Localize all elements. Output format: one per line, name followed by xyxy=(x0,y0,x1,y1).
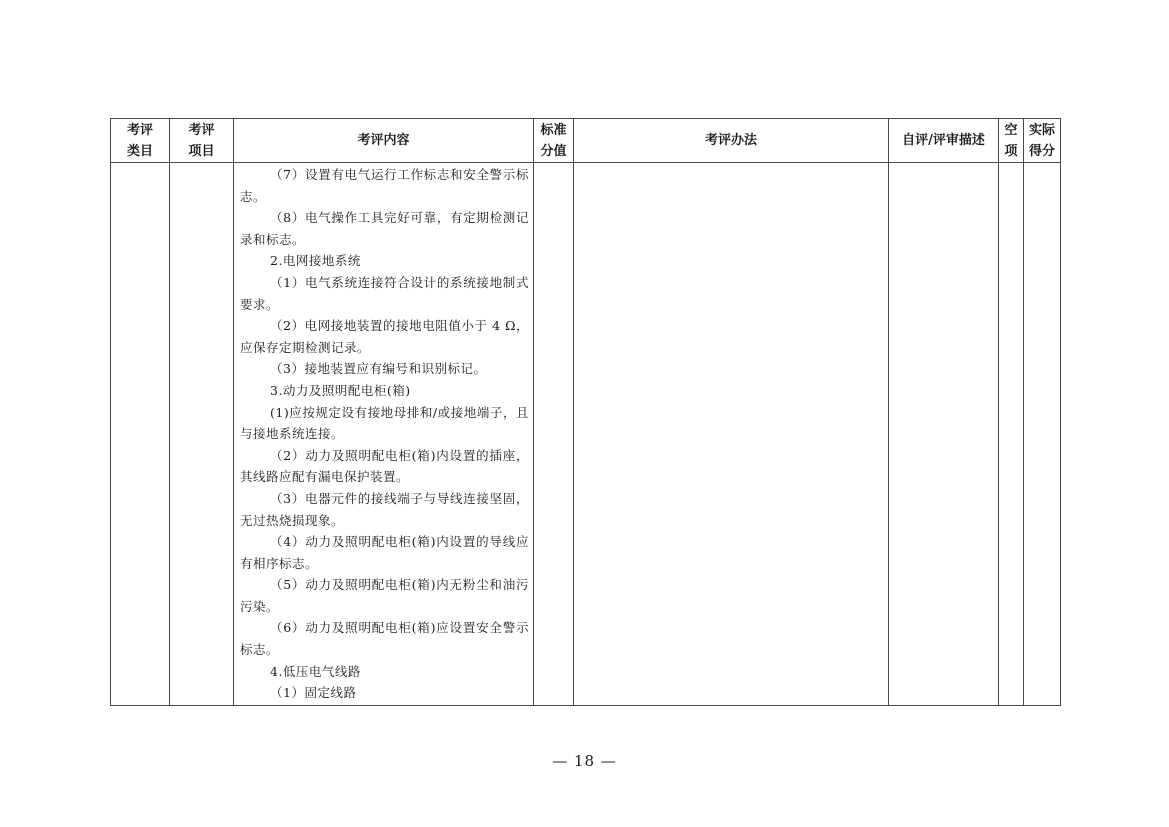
header-item xyxy=(170,119,234,163)
header-empty-item-line2: 项 xyxy=(1004,143,1018,159)
header-standard-score-line2: 分值 xyxy=(540,143,567,159)
content-line: (1)应按规定设有接地母排和/或接地端子，且与接地系统连接。 xyxy=(240,404,529,442)
cell-standard-score xyxy=(534,163,574,706)
content-line: （3）电器元件的接线端子与导线连接坚固，无过热烧损现象。 xyxy=(240,490,529,528)
content-line: （7）设置有电气运行工作标志和安全警示标志。 xyxy=(240,167,529,204)
content-line: （2）电网接地装置的接地电阻值小于 4 Ω，应保存定期检测记录。 xyxy=(240,318,529,355)
header-category-line1: 考评 xyxy=(126,122,153,138)
header-item-line1: 考评 xyxy=(188,122,215,138)
content-line: （2）动力及照明配电柜(箱)内设置的插座，其线路应配有漏电保护装置。 xyxy=(240,447,529,485)
evaluation-table xyxy=(110,118,1061,706)
content-line: 4.低压电气线路 xyxy=(270,663,361,679)
content-line: （4）动力及照明配电柜(箱)内设置的导线应有相序标志。 xyxy=(240,534,529,571)
cell-self-review xyxy=(889,163,999,706)
content-line: 3.动力及照明配电柜(箱) xyxy=(270,382,411,398)
cell-content xyxy=(234,163,534,706)
content-line: 2.电网接地系统 xyxy=(270,253,361,269)
cell-category xyxy=(111,163,170,706)
header-actual-score xyxy=(1024,119,1061,163)
header-method: 考评办法 xyxy=(574,119,889,163)
table-row xyxy=(111,163,1061,706)
header-empty-item xyxy=(999,119,1024,163)
content-line: （3）接地装置应有编号和识别标记。 xyxy=(270,361,487,377)
header-category-line2: 类目 xyxy=(126,143,153,159)
header-content: 考评内容 xyxy=(234,119,534,163)
header-actual-score-line2: 得分 xyxy=(1028,143,1055,159)
header-standard-score-line1: 标准 xyxy=(540,122,567,138)
content-line: （6）动力及照明配电柜(箱)应设置安全警示标志。 xyxy=(240,620,529,658)
header-empty-item-line1: 空 xyxy=(1004,122,1018,138)
cell-empty-item xyxy=(999,163,1024,706)
header-standard-score xyxy=(534,119,574,163)
header-actual-score-line1: 实际 xyxy=(1028,122,1055,138)
header-item-line2: 项目 xyxy=(188,143,215,159)
content-line: （1）固定线路 xyxy=(270,685,357,701)
header-category xyxy=(111,119,170,163)
cell-actual-score xyxy=(1024,163,1061,706)
cell-item xyxy=(170,163,234,706)
content-line: （1）电气系统连接符合设计的系统接地制式要求。 xyxy=(240,274,529,312)
content-line: （5）动力及照明配电柜(箱)内无粉尘和油污污染。 xyxy=(240,577,529,614)
content-line: （8）电气操作工具完好可靠，有定期检测记录和标志。 xyxy=(240,210,529,247)
header-self-review: 自评/评审描述 xyxy=(889,119,999,163)
cell-method xyxy=(574,163,889,706)
table-header-row xyxy=(111,119,1061,163)
page-number: — 18 — xyxy=(552,752,617,770)
